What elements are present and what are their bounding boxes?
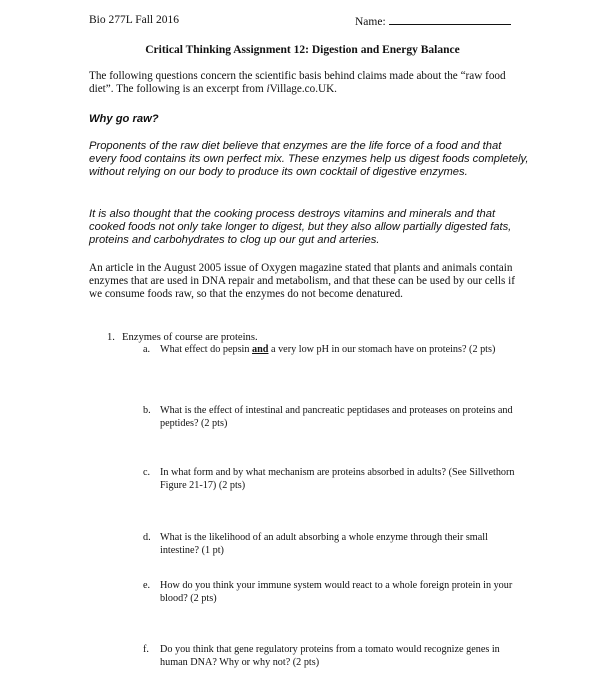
source-name: Village.co.UK. bbox=[269, 83, 337, 95]
question-1d bbox=[143, 532, 523, 557]
excerpt-paragraph-1: Proponents of the raw diet believe that enzymes are the life force of a food and that every food contains its own perfect mix. These enzymes help us digest foods completely, without relying on our body to produce its own cocktail of digestive enzymes. bbox=[89, 140, 529, 178]
question-letter: f. bbox=[143, 644, 149, 655]
question-letter: b. bbox=[143, 405, 151, 416]
article-paragraph: An article in the August 2005 issue of Oxygen magazine stated that plants and animals contain enzymes that are used in DNA repair and metabolism, and that these can be used by our cells if we consume foods raw, so that the enzymes do not become denatured. bbox=[89, 262, 515, 300]
question-letter: a. bbox=[143, 344, 151, 355]
question-text: What is the effect of intestinal and pancreatic peptidases and proteases on proteins and peptides? (2 pts) bbox=[160, 405, 513, 429]
question-text: Do you think that gene regulatory proteins from a tomato would recognize genes in human DNA? Why or why not? (2 pts) bbox=[160, 644, 500, 668]
name-label: Name: bbox=[355, 16, 386, 28]
question-1f bbox=[143, 644, 523, 669]
excerpt-paragraph-2: It is also thought that the cooking process destroys vitamins and minerals and that cooked foods not only take longer to digest, but they also allow partially digested fats, proteins and carbohydrates to clog up our gut and arteries. bbox=[89, 208, 512, 246]
name-blank-line bbox=[389, 14, 511, 25]
source-i: i bbox=[266, 83, 270, 95]
question-text: What effect do pepsin and a very low pH in our stomach have on proteins? (2 pts) bbox=[160, 344, 496, 355]
intro-paragraph bbox=[89, 70, 529, 96]
question-1-text: Enzymes of course are proteins. bbox=[122, 332, 258, 343]
question-letter: c. bbox=[143, 467, 151, 478]
question-text: In what form and by what mechanism are proteins absorbed in adults? (See Sillvethorn Figure 21-17) (2 pts) bbox=[160, 467, 515, 491]
question-1-number: 1. bbox=[107, 332, 115, 343]
question-1c bbox=[143, 467, 523, 492]
question-1 bbox=[107, 332, 258, 343]
question-text: How do you think your immune system would react to a whole foreign protein in your blood? (2 pts) bbox=[160, 580, 513, 604]
question-1b bbox=[143, 405, 523, 430]
question-letter: d. bbox=[143, 532, 151, 543]
question-letter: e. bbox=[143, 580, 151, 591]
course-header: Bio 277L Fall 2016 bbox=[89, 14, 179, 26]
question-1e bbox=[143, 580, 523, 605]
question-1a bbox=[143, 344, 523, 357]
assignment-title: Critical Thinking Assignment 12: Digestion and Energy Balance bbox=[145, 44, 460, 56]
question-text: What is the likelihood of an adult absorbing a whole enzyme through their small intestine? (1 pt) bbox=[160, 532, 488, 556]
name-field bbox=[355, 14, 511, 28]
emphasis-and: and bbox=[252, 344, 269, 355]
excerpt-heading: Why go raw? bbox=[89, 113, 159, 125]
intro-text: The following questions concern the scientific basis behind claims made about the “raw food diet”. The following is an excerpt from bbox=[89, 70, 506, 95]
